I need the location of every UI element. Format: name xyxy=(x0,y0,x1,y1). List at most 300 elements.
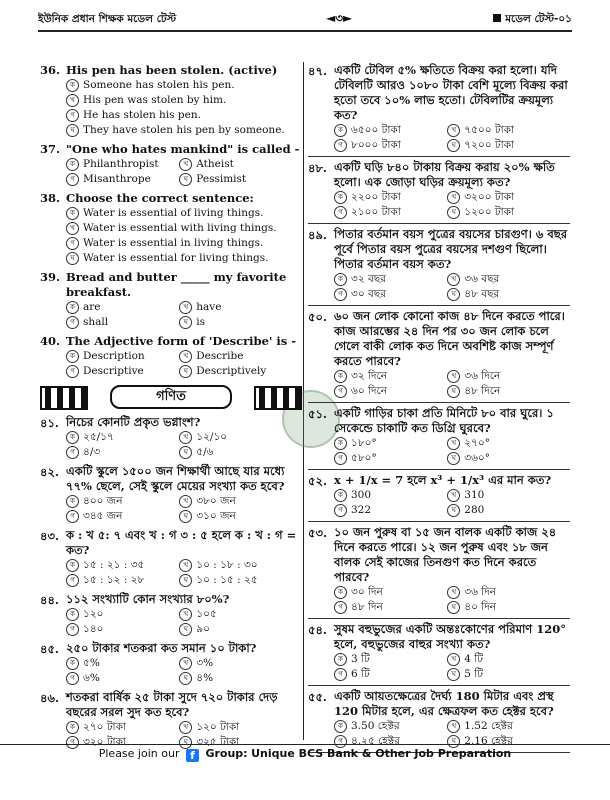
answer-option[interactable] xyxy=(447,287,560,302)
answer-option[interactable] xyxy=(447,369,560,384)
question-number: ৫৩. xyxy=(308,526,327,540)
question-number: ৫৪. xyxy=(308,623,327,637)
option-text: ৩২০ টাকা xyxy=(83,736,126,748)
answer-option[interactable] xyxy=(66,656,179,671)
question-item xyxy=(308,227,570,306)
answer-option[interactable] xyxy=(447,272,560,287)
answer-option[interactable] xyxy=(447,652,560,667)
option-text: 322 xyxy=(351,504,372,516)
option-marker-icon: ক xyxy=(334,653,347,666)
option-text: ৪০ দিন xyxy=(464,601,497,613)
question-number: 36. xyxy=(40,63,61,77)
option-marker-icon: গ xyxy=(66,237,79,250)
question-text: ১০ জন পুরুষ বা ১৫ জন বালক একটি কাজ ২৪ দিনে করতে পারে। ১২ জন পুরুষ এবং ১৮ জন বালক সেই কাজের তিনগুণ কত দিনে করতে পারবে? xyxy=(334,525,557,584)
question-item xyxy=(40,270,302,330)
answer-option[interactable] xyxy=(66,720,179,735)
option-marker-icon: গ xyxy=(66,316,79,329)
option-text: ৩২ দিনে xyxy=(351,370,387,382)
option-marker-icon: খ xyxy=(447,653,460,666)
answer-option[interactable] xyxy=(334,585,447,600)
answer-options xyxy=(66,78,302,138)
option-text: 3.50 হেক্টর xyxy=(351,720,400,732)
option-text: ৬% xyxy=(83,672,100,684)
option-text: Describe xyxy=(196,350,244,362)
answer-option[interactable] xyxy=(66,251,302,266)
header-title: ইউনিক প্রধান শিক্ষক মডেল টেস্ট xyxy=(38,13,177,25)
question-text: "One who hates mankind" is called - xyxy=(66,142,300,156)
question-item xyxy=(308,406,570,470)
option-marker-icon: ঘ xyxy=(179,365,192,378)
option-marker-icon: গ xyxy=(66,173,79,186)
question-item xyxy=(308,525,570,619)
question-text: শতকরা বার্ষিক ২৫ টাকা সুদে ৭২০ টাকার দেড় বছরের সরল সুদ কত হবে? xyxy=(66,690,278,719)
option-text: ১২০ টাকা xyxy=(196,721,240,733)
answer-option[interactable] xyxy=(66,315,179,330)
option-text: ৪৮ দিনে xyxy=(464,385,501,397)
question-number: ৫১. xyxy=(308,407,327,421)
option-marker-icon: গ xyxy=(66,672,79,685)
answer-options xyxy=(66,558,302,588)
option-text: ২২০০ টাকা xyxy=(351,191,401,203)
answer-option[interactable] xyxy=(447,600,560,615)
option-text: ২১০০ টাকা xyxy=(351,206,401,218)
option-text: ৯০ xyxy=(196,623,210,635)
page-header xyxy=(38,10,572,32)
option-text: Misanthrope xyxy=(83,173,151,185)
option-text: They have stolen his pen by someone. xyxy=(83,124,285,136)
option-text: ৩২৫ টাকা xyxy=(196,736,240,748)
answer-option[interactable] xyxy=(66,78,302,93)
question-item xyxy=(40,142,302,187)
option-text: ১২০০ টাকা xyxy=(464,206,515,218)
option-marker-icon: খ xyxy=(447,437,460,450)
answer-option[interactable] xyxy=(179,300,292,315)
option-text: ৩২ বছর xyxy=(351,273,386,285)
option-marker-icon: ক xyxy=(334,489,347,502)
option-text: ১৫ : ২১ : ৩৫ xyxy=(83,559,145,571)
option-text: ৩৮০ জন xyxy=(196,495,236,507)
answer-option[interactable] xyxy=(447,436,560,451)
option-text: are xyxy=(83,301,101,313)
option-marker-icon: ঘ xyxy=(179,173,192,186)
option-text: is xyxy=(196,316,206,328)
option-text: ৫/৬ xyxy=(196,446,214,458)
section-header xyxy=(40,383,302,409)
question-item xyxy=(40,464,302,524)
answer-option[interactable] xyxy=(179,622,292,637)
answer-options xyxy=(334,369,570,399)
option-text: Water is essential with living things. xyxy=(83,222,277,234)
question-number: ৪৫. xyxy=(40,642,59,656)
answer-options xyxy=(66,300,302,330)
option-marker-icon: গ xyxy=(334,735,347,748)
question-item xyxy=(40,63,302,138)
option-marker-icon: ক xyxy=(66,657,79,670)
question-number: 40. xyxy=(40,334,61,348)
option-text: Pessimist xyxy=(196,173,247,185)
english-questions xyxy=(40,63,302,379)
option-text: ৭২০০ টাকা xyxy=(464,139,515,151)
facebook-icon[interactable]: f xyxy=(186,749,199,762)
question-number: ৪৩. xyxy=(40,529,59,543)
option-text: ৩৬০° xyxy=(464,452,490,464)
decor-bars-left xyxy=(40,386,88,410)
option-text: ৩৬ বছর xyxy=(464,273,500,285)
answer-option[interactable] xyxy=(66,494,179,509)
option-text: Description xyxy=(83,350,145,362)
answer-option[interactable] xyxy=(66,300,179,315)
answer-option[interactable] xyxy=(179,430,292,445)
square-icon xyxy=(493,14,501,22)
answer-option[interactable] xyxy=(66,445,179,460)
option-marker-icon: ক xyxy=(66,207,79,220)
answer-option[interactable] xyxy=(66,172,179,187)
option-text: Philanthropist xyxy=(83,158,159,170)
option-marker-icon: ঘ xyxy=(179,672,192,685)
option-marker-icon: গ xyxy=(334,504,347,517)
question-text: সুষম বহুভুজের একটি অন্তঃকোণের পরিমাণ 120° হলে, বহুভুজের বাহুর সংখ্যা কত? xyxy=(334,622,567,651)
answer-option[interactable] xyxy=(66,349,179,364)
answer-options xyxy=(66,494,302,524)
answer-option[interactable] xyxy=(334,190,447,205)
option-marker-icon: গ xyxy=(334,139,347,152)
answer-option[interactable] xyxy=(66,108,302,123)
answer-option[interactable] xyxy=(66,573,179,588)
answer-option[interactable] xyxy=(179,671,292,686)
option-marker-icon: খ xyxy=(447,124,460,137)
question-number: 37. xyxy=(40,142,61,156)
option-marker-icon: গ xyxy=(334,385,347,398)
footer-prefix: Please join our xyxy=(98,747,180,760)
option-text: 310 xyxy=(464,489,485,501)
answer-option[interactable] xyxy=(66,93,302,108)
answer-option[interactable] xyxy=(66,430,179,445)
answer-options xyxy=(66,656,302,686)
option-marker-icon: ঘ xyxy=(447,206,460,219)
answer-option[interactable] xyxy=(66,236,302,251)
option-text: ৬৫০০ টাকা xyxy=(351,124,401,136)
answer-option[interactable] xyxy=(179,349,292,364)
option-text: ৩৬ দিন xyxy=(464,586,497,598)
answer-option[interactable] xyxy=(447,123,560,138)
option-marker-icon: খ xyxy=(179,495,192,508)
question-text: Bread and butter _____ my favorite breakfast. xyxy=(66,270,287,299)
option-marker-icon: ক xyxy=(334,720,347,733)
question-text: একটি ঘড়ি ৮৪০ টাকায় বিক্রয় করায় ২০% ক্ষতি হলো। এক জোড়া ঘড়ির ক্রয়মূল্য কত? xyxy=(334,160,555,189)
question-number: 38. xyxy=(40,191,61,205)
question-text: ১১২ সংখ্যাটি কোন সংখ্যার ৮০%? xyxy=(66,592,230,606)
answer-option[interactable] xyxy=(334,436,447,451)
answer-options xyxy=(66,430,302,460)
option-text: Descriptively xyxy=(196,365,267,377)
option-marker-icon: ঘ xyxy=(179,316,192,329)
answer-option[interactable] xyxy=(179,494,292,509)
option-text: 6 টি xyxy=(351,668,370,680)
option-text: 4 টি xyxy=(464,653,484,665)
option-text: ১৮০° xyxy=(351,437,377,449)
option-text: ৭৫০০ টাকা xyxy=(464,124,515,136)
question-text: একটি টেবিল ৫% ক্ষতিতে বিক্রয় করা হলো। যদি টেবিলটি আরও ১০৮০ টাকা বেশি মূল্যে বিক্রয় করা হতো তবে ১০% লাভ হতো। টেবিলটির ক্রয়মূল্য কত? xyxy=(334,63,568,122)
answer-option[interactable] xyxy=(66,509,179,524)
option-marker-icon: ঘ xyxy=(66,252,79,265)
answer-option[interactable] xyxy=(179,720,292,735)
question-text: His pen has been stolen. (active) xyxy=(66,63,278,77)
option-marker-icon: খ xyxy=(179,301,192,314)
option-marker-icon: ক xyxy=(66,301,79,314)
answer-option[interactable] xyxy=(66,558,179,573)
option-text: ৩১০ জন xyxy=(196,510,236,522)
question-text: ৬০ জন লোক কোনো কাজ ৪৮ দিনে করতে পারে। কাজ আরম্ভের ২৪ দিন পর ৩০ জন লোক চলে গেলে বাকী লোক কত দিনে অবশিষ্ট কাজ সম্পূর্ণ করতে পারবে? xyxy=(334,309,565,368)
answer-option[interactable] xyxy=(334,384,447,399)
question-item xyxy=(308,309,570,403)
answer-option[interactable] xyxy=(179,364,292,379)
option-text: ১০ : ১৮ : ৩০ xyxy=(196,559,258,571)
question-number: ৪৭. xyxy=(308,64,327,78)
option-text: ৪৮ দিন xyxy=(351,601,383,613)
page-footer xyxy=(0,744,610,765)
answer-options xyxy=(66,157,302,187)
answer-option[interactable] xyxy=(334,272,447,287)
answer-option[interactable] xyxy=(334,667,447,682)
option-marker-icon: গ xyxy=(66,510,79,523)
option-text: ৪৮ বছর xyxy=(464,288,500,300)
section-title: গণিত xyxy=(110,385,232,409)
option-marker-icon: ক xyxy=(66,79,79,92)
answer-options xyxy=(66,349,302,379)
option-text: ১২০ xyxy=(83,608,104,620)
option-marker-icon: ক xyxy=(66,495,79,508)
question-item xyxy=(308,160,570,224)
answer-option[interactable] xyxy=(447,451,560,466)
answer-option[interactable] xyxy=(447,667,560,682)
option-text: ৩০ দিন xyxy=(351,586,383,598)
option-text: ২৭০° xyxy=(464,437,490,449)
option-text: ১৫ : ১২ : ২৮ xyxy=(83,574,145,586)
question-number: ৪৯. xyxy=(308,228,327,242)
answer-option[interactable] xyxy=(179,157,292,172)
option-text: ৪/৩ xyxy=(83,446,101,458)
option-text: ২৭০ টাকা xyxy=(83,721,126,733)
answer-option[interactable] xyxy=(179,656,292,671)
option-marker-icon: ঘ xyxy=(447,139,460,152)
option-text: 3 টি xyxy=(351,653,370,665)
question-text: নিচের কোনটি প্রকৃত ভগ্নাংশ? xyxy=(66,415,201,429)
answer-options xyxy=(334,123,570,153)
answer-option[interactable] xyxy=(447,205,560,220)
answer-option[interactable] xyxy=(179,607,292,622)
answer-option[interactable] xyxy=(66,157,179,172)
question-number: ৫০. xyxy=(308,310,327,324)
decor-bars-right xyxy=(254,386,302,410)
option-marker-icon: গ xyxy=(66,446,79,459)
option-text: His pen was stolen by him. xyxy=(83,94,227,106)
answer-option[interactable] xyxy=(334,123,447,138)
option-text: Water is essential in living things. xyxy=(83,237,264,249)
answer-options xyxy=(334,436,570,466)
question-text: একটি আয়তক্ষেত্রের দৈর্ঘ্য 180 মিটার এবং প্রস্থ 120 মিটার হলে, এর ক্ষেত্রফল কত হেক্টর হবে? xyxy=(334,689,554,718)
question-item xyxy=(308,473,570,522)
option-marker-icon: খ xyxy=(66,222,79,235)
option-marker-icon: ক xyxy=(334,370,347,383)
option-marker-icon: খ xyxy=(447,586,460,599)
question-text: একটি স্কুলে ১৫০০ জন শিক্ষার্থী আছে যার মধ্যে ৭৭% ছেলে, সেই স্কুলে মেয়ের সংখ্যা কত হবে? xyxy=(66,464,285,493)
option-text: ৪০০ জন xyxy=(83,495,123,507)
option-text: ৩% xyxy=(196,657,214,669)
question-text: Choose the correct sentence: xyxy=(66,191,254,205)
question-number: ৪১. xyxy=(40,416,59,430)
option-text: 5 টি xyxy=(464,668,484,680)
option-text: Atheist xyxy=(196,158,234,170)
question-number: 39. xyxy=(40,270,61,284)
option-marker-icon: ঘ xyxy=(447,735,460,748)
answer-option[interactable] xyxy=(179,573,292,588)
header-test-label xyxy=(493,12,572,29)
answer-options xyxy=(334,652,570,682)
option-text: Someone has stolen his pen. xyxy=(83,79,235,91)
answer-option[interactable] xyxy=(179,172,292,187)
question-text: ক : খ ৫: ৭ এবং খ : গ ৩ : ৫ হলে ক : খ : গ = কত? xyxy=(66,528,297,557)
right-column xyxy=(308,63,570,756)
option-marker-icon: ঘ xyxy=(179,574,192,587)
option-text: ২৫/১৭ xyxy=(83,431,114,443)
question-item xyxy=(40,191,302,266)
option-text: 280 xyxy=(464,504,485,516)
option-text: 2.16 হেক্টর xyxy=(464,735,513,747)
header-test-text: মডেল টেস্ট-০১ xyxy=(505,13,572,25)
option-text: 1.52 হেক্টর xyxy=(464,720,513,732)
option-marker-icon: গ xyxy=(334,452,347,465)
option-marker-icon: ক xyxy=(334,191,347,204)
answer-option[interactable] xyxy=(447,488,560,503)
option-marker-icon: ক xyxy=(66,158,79,171)
option-text: ৮০০০ টাকা xyxy=(351,139,401,151)
answer-option[interactable] xyxy=(334,287,447,302)
answer-option[interactable] xyxy=(66,123,302,138)
answer-option[interactable] xyxy=(334,205,447,220)
option-marker-icon: ক xyxy=(66,559,79,572)
answer-option[interactable] xyxy=(334,369,447,384)
option-text: 300 xyxy=(351,489,372,501)
option-marker-icon: ঘ xyxy=(447,452,460,465)
question-item xyxy=(40,334,302,379)
option-text: Water is essential for living things. xyxy=(83,252,269,264)
option-marker-icon: ক xyxy=(334,586,347,599)
option-marker-icon: ঘ xyxy=(179,736,192,749)
question-item xyxy=(40,528,302,588)
option-marker-icon: গ xyxy=(334,668,347,681)
left-column xyxy=(40,63,302,754)
answer-option[interactable] xyxy=(66,364,179,379)
answer-option[interactable] xyxy=(334,138,447,153)
option-text: ৩০ বছর xyxy=(351,288,386,300)
answer-options xyxy=(66,607,302,637)
answer-option[interactable] xyxy=(447,719,560,734)
option-text: He has stolen his pen. xyxy=(83,109,201,121)
answer-option[interactable] xyxy=(447,503,560,518)
option-marker-icon: খ xyxy=(447,370,460,383)
option-marker-icon: ঘ xyxy=(179,623,192,636)
option-marker-icon: গ xyxy=(66,365,79,378)
question-item xyxy=(40,415,302,460)
answer-option[interactable] xyxy=(66,622,179,637)
answer-option[interactable] xyxy=(334,503,447,518)
answer-options xyxy=(334,488,570,518)
option-marker-icon: খ xyxy=(447,489,460,502)
option-marker-icon: ঘ xyxy=(66,124,79,137)
answer-options xyxy=(66,206,302,266)
option-marker-icon: ক xyxy=(66,608,79,621)
question-item xyxy=(40,592,302,637)
answer-option[interactable] xyxy=(66,221,302,236)
option-marker-icon: ঘ xyxy=(447,288,460,301)
answer-option[interactable] xyxy=(447,585,560,600)
option-marker-icon: গ xyxy=(66,574,79,587)
answer-options xyxy=(334,585,570,615)
question-number: ৪৬. xyxy=(40,691,59,705)
answer-option[interactable] xyxy=(179,558,292,573)
answer-option[interactable] xyxy=(334,451,447,466)
footer-label: Group: xyxy=(205,747,248,760)
option-marker-icon: খ xyxy=(179,721,192,734)
question-text: x + 1/x = 7 হলে x³ + 1/x³ এর মান কত? xyxy=(334,473,552,487)
answer-option[interactable] xyxy=(66,206,302,221)
option-marker-icon: খ xyxy=(179,657,192,670)
question-number: ৫২. xyxy=(308,474,327,488)
option-marker-icon: খ xyxy=(179,350,192,363)
answer-option[interactable] xyxy=(334,600,447,615)
option-marker-icon: গ xyxy=(334,601,347,614)
option-marker-icon: গ xyxy=(66,109,79,122)
answer-option[interactable] xyxy=(179,445,292,460)
option-marker-icon: খ xyxy=(447,191,460,204)
question-item xyxy=(308,622,570,686)
option-marker-icon: খ xyxy=(66,94,79,107)
question-number: ৪২. xyxy=(40,465,59,479)
footer-group-link[interactable]: Unique BCS Bank & Other Job Preparation xyxy=(251,747,512,760)
option-text: Water is essential of living things. xyxy=(83,207,264,219)
answer-option[interactable] xyxy=(334,652,447,667)
option-text: ৬০ দিনে xyxy=(351,385,387,397)
option-marker-icon: খ xyxy=(179,431,192,444)
option-text: ৫% xyxy=(83,657,100,669)
answer-option[interactable] xyxy=(179,509,292,524)
question-number: ৪৪. xyxy=(40,593,59,607)
option-marker-icon: গ xyxy=(334,206,347,219)
question-text: ২৫০ টাকার শতকরা কত সমান ১০ টাকা? xyxy=(66,641,257,655)
option-marker-icon: খ xyxy=(179,608,192,621)
answer-option[interactable] xyxy=(447,138,560,153)
answer-option[interactable] xyxy=(334,719,447,734)
question-item xyxy=(308,63,570,157)
answer-option[interactable] xyxy=(334,488,447,503)
option-text: ১০ : ১৫ : ২৫ xyxy=(196,574,258,586)
answer-option[interactable] xyxy=(179,315,292,330)
option-marker-icon: ক xyxy=(334,437,347,450)
page-number: ◄৩► xyxy=(326,11,353,25)
option-marker-icon: ঘ xyxy=(179,510,192,523)
option-text: ৩৬ দিনে xyxy=(464,370,501,382)
option-marker-icon: ঘ xyxy=(447,385,460,398)
answer-option[interactable] xyxy=(66,607,179,622)
question-number: ৫৫. xyxy=(308,690,327,704)
question-text: The Adjective form of 'Describe' is - xyxy=(66,334,297,348)
option-text: shall xyxy=(83,316,109,328)
answer-options xyxy=(334,190,570,220)
answer-option[interactable] xyxy=(447,384,560,399)
question-item xyxy=(40,690,302,750)
answer-option[interactable] xyxy=(447,190,560,205)
answer-option[interactable] xyxy=(66,671,179,686)
